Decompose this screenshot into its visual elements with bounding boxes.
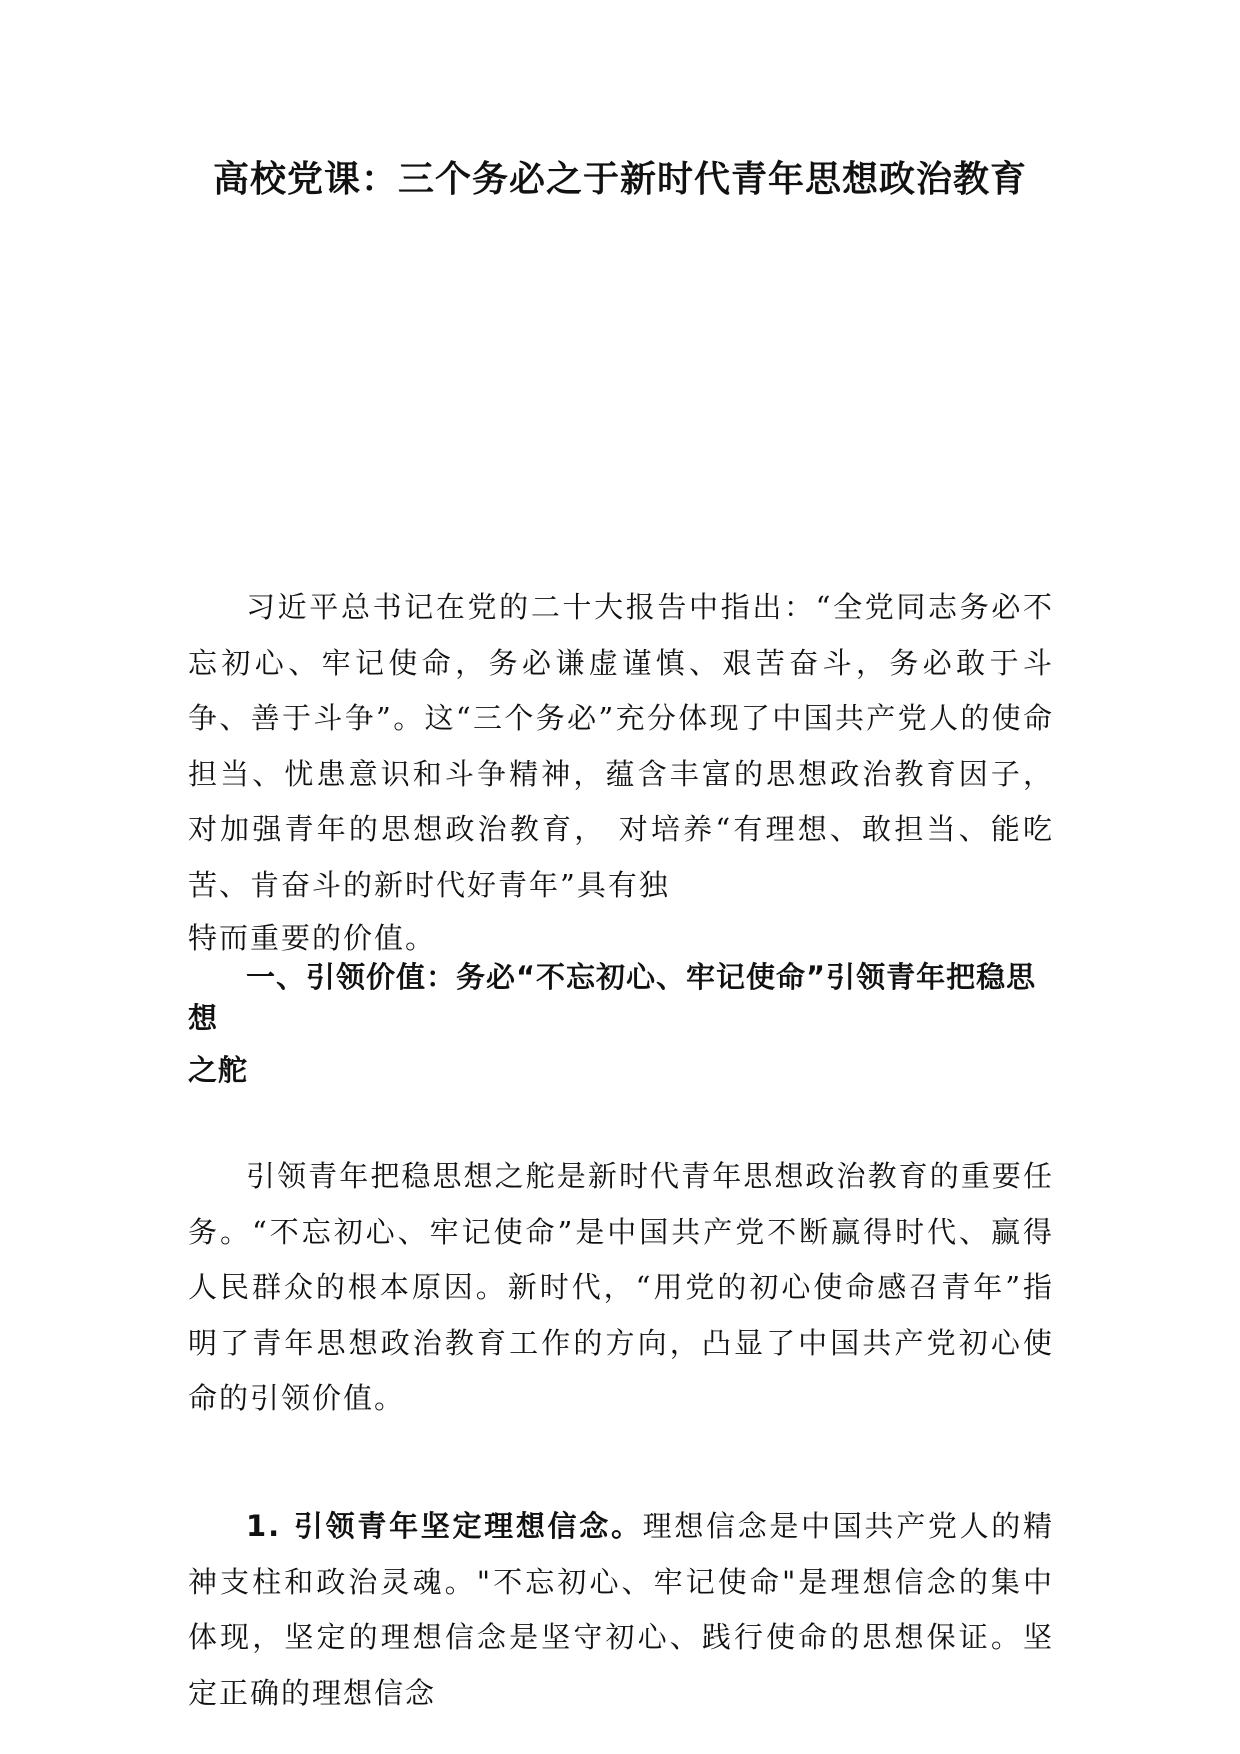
subsection-1-body: 理想信念是中国共产党人的精神支柱和政治灵魂。"不忘初心、牢记使命"是理想信念的集中体现，坚定的理想信念是坚守初心、践行使命的思想保证。坚定正确的理想信念 — [188, 1509, 1054, 1710]
intro-continuation: 特而重要的价值。 — [188, 921, 437, 955]
document-title: 高校党课：三个务必之于新时代青年思想政治教育 — [212, 159, 1027, 200]
section-1-paragraph: 引领青年把稳思想之舵是新时代青年思想政治教育的重要任务。“不忘初心、牢记使命”是中国共产党不断赢得时代、赢得人民群众的根本原因。新时代，“用党的初心使命感召青年”指明了青年思想政治教育工作的方向，凸显了中国共产党初心使命的引领价值。 — [188, 1159, 1054, 1415]
intro-paragraph: 习近平总书记在党的二十大报告中指出：“全党同志务必不忘初心、牢记使命，务必谦虚谨慎、艰苦奋斗，务必敢于斗争、善于斗争”。这“三个务必”充分体现了中国共产党人的使命担当、忧患意识和斗争精神，蕴含丰富的思想政治教育因子，对加强青年的思想政治教育， 对培养“有理想、敢担当、能吃苦、肯奋斗的新时代好青年”具有独 — [188, 590, 1054, 902]
subsection-1-paragraph — [188, 1499, 1054, 1721]
section-1-heading: 一、引领价值：务必“不忘初心、牢记使命”引领青年把稳思想 — [188, 960, 1037, 1035]
section-1-heading-continuation: 之舵 — [188, 1053, 249, 1087]
subsection-1-lead: 1. 引领青年坚定理想信念。 — [246, 1509, 643, 1543]
